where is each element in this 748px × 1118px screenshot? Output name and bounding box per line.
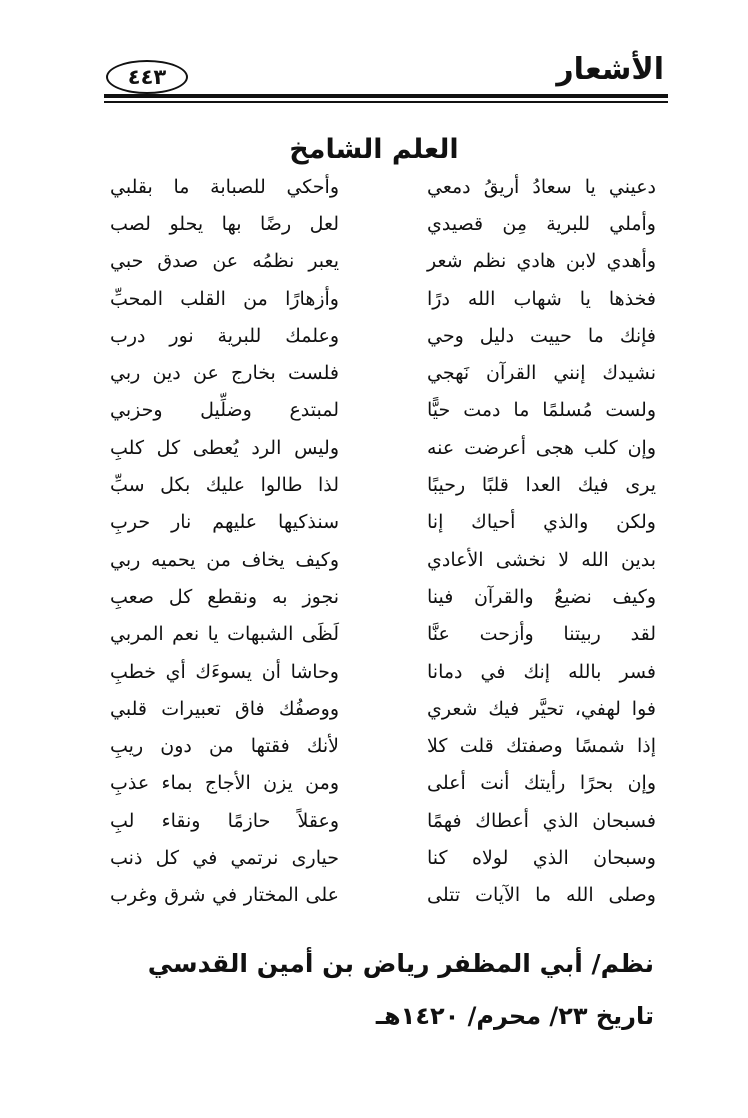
page-number xyxy=(106,60,188,94)
verse-line xyxy=(110,280,656,317)
running-title: الأشعار xyxy=(556,52,664,87)
poem-credits xyxy=(148,938,654,1042)
verse-first-hemistich: وإن بحرًا رأيتك أنت أعلى xyxy=(427,772,656,795)
poem-title: العلم الشامخ xyxy=(289,134,459,165)
verse-first-hemistich: فخذها يا شهاب الله درًا xyxy=(427,287,656,310)
verse-first-hemistich: وصلى الله ما الآيات تتلى xyxy=(427,884,656,907)
verse-first-hemistich: وسبحان الذي لولاه كنا xyxy=(427,846,656,869)
verse-second-hemistich: وعلمك للبرية نور درب xyxy=(110,324,339,347)
verse-line xyxy=(110,168,656,205)
verse-line xyxy=(110,392,656,429)
page-header xyxy=(0,0,748,110)
verse-line xyxy=(110,727,656,764)
verse-line xyxy=(110,877,656,914)
verse-second-hemistich: ومن يزن الأجاج بماء عذبِ xyxy=(110,772,339,795)
verse-first-hemistich: نشيدك إنني القرآن نَهجي xyxy=(427,362,656,385)
verse-second-hemistich: ووصفُك فاق تعبيرات قلبي xyxy=(110,697,339,720)
verse-first-hemistich: لقد ربيتنا وأزحت عنَّا xyxy=(427,623,656,646)
verse-first-hemistich: وإن كلب هجى أعرضت عنه xyxy=(427,436,656,459)
verse-first-hemistich: يرى فيك العدا قلبًا رحيبًا xyxy=(427,474,656,497)
verse-first-hemistich: فسبحان الذي أعطاك فهمًا xyxy=(427,809,656,832)
verse-first-hemistich: وكيف نضيعُ والقرآن فينا xyxy=(427,585,656,608)
verse-line xyxy=(110,802,656,839)
header-rule-thick xyxy=(104,94,668,98)
verse-first-hemistich: إذا شمسًا وصفتك قلت كلا xyxy=(427,735,656,758)
verse-second-hemistich: على المختار في شرق وغرب xyxy=(110,884,339,907)
verse-second-hemistich: لمبتدع وضلِّيل وحزبي xyxy=(110,399,339,422)
verse-line xyxy=(110,429,656,466)
verse-second-hemistich: لذا طالوا عليك بكل سبِّ xyxy=(110,474,339,497)
verse-line xyxy=(110,578,656,615)
verse-second-hemistich: وكيف يخاف من يحميه ربي xyxy=(110,548,339,571)
header-rule-thin xyxy=(104,101,668,103)
verse-second-hemistich: لأنك فقتها من دون ريبِ xyxy=(110,735,339,758)
verse-first-hemistich: فإنك ما حييت دليل وحي xyxy=(427,324,656,347)
verse-second-hemistich: حيارى نرتمي في كل ذنب xyxy=(110,846,339,869)
verse-line xyxy=(110,616,656,653)
verse-first-hemistich: وأملي للبرية مِن قصيدي xyxy=(427,212,656,235)
verse-first-hemistich: وأهدي لابن هادي نظم شعر xyxy=(427,250,656,273)
verse-first-hemistich: فسر بالله إنك في دمانا xyxy=(427,660,656,683)
verse-second-hemistich: يعبر نظمُه عن صدق حبي xyxy=(110,250,339,273)
verse-line xyxy=(110,839,656,876)
verse-first-hemistich: فوا لهفي، تحيَّر فيك شعري xyxy=(427,697,656,720)
verse-line xyxy=(110,690,656,727)
verse-second-hemistich: نجوز به ونقطع كل صعبِ xyxy=(110,585,339,608)
verse-first-hemistich: بدين الله لا نخشى الأعادي xyxy=(427,548,656,571)
poem-author: نظم/ أبي المظفر رياض بن أمين القدسي xyxy=(147,949,654,978)
page-number-text: ٤٤٣ xyxy=(127,65,167,89)
verse-line xyxy=(110,243,656,280)
verse-second-hemistich: لعل رضًا بها يحلو لصب xyxy=(110,212,339,235)
verse-first-hemistich: دعيني يا سعادُ أريقُ دمعي xyxy=(427,175,656,198)
verse-second-hemistich: وأحكي للصبابة ما بقلبي xyxy=(110,175,339,198)
verse-line xyxy=(110,541,656,578)
verse-second-hemistich: وأزهارًا من القلب المحبِّ xyxy=(110,287,339,310)
verse-line xyxy=(110,653,656,690)
verse-second-hemistich: وليس الرد يُعطى كل كلبِ xyxy=(110,436,339,459)
verse-second-hemistich: وحاشا أن يسوءَك أي خطبِ xyxy=(110,660,339,683)
verse-line xyxy=(110,504,656,541)
verse-first-hemistich: ولكن والذي أحياك إنا xyxy=(427,511,656,534)
verse-line xyxy=(110,317,656,354)
verse-second-hemistich: سنذكيها عليهم نار حربِ xyxy=(110,511,339,534)
verse-line xyxy=(110,205,656,242)
verse-line xyxy=(110,354,656,391)
verse-line xyxy=(110,765,656,802)
poem-date: تاريخ ٢٣/ محرم/ ١٤٢٠هـ xyxy=(375,1002,654,1030)
verse-second-hemistich: فلست بخارج عن دين ربي xyxy=(110,362,339,385)
verse-line xyxy=(110,466,656,503)
verse-second-hemistich: لَظَى الشبهات يا نعم المربي xyxy=(110,623,339,646)
verse-first-hemistich: ولست مُسلمًا ما دمت حيًّا xyxy=(427,399,656,422)
verse-second-hemistich: وعقلاً حازمًا ونقاء لبِ xyxy=(110,809,339,832)
poem-body xyxy=(110,168,656,914)
